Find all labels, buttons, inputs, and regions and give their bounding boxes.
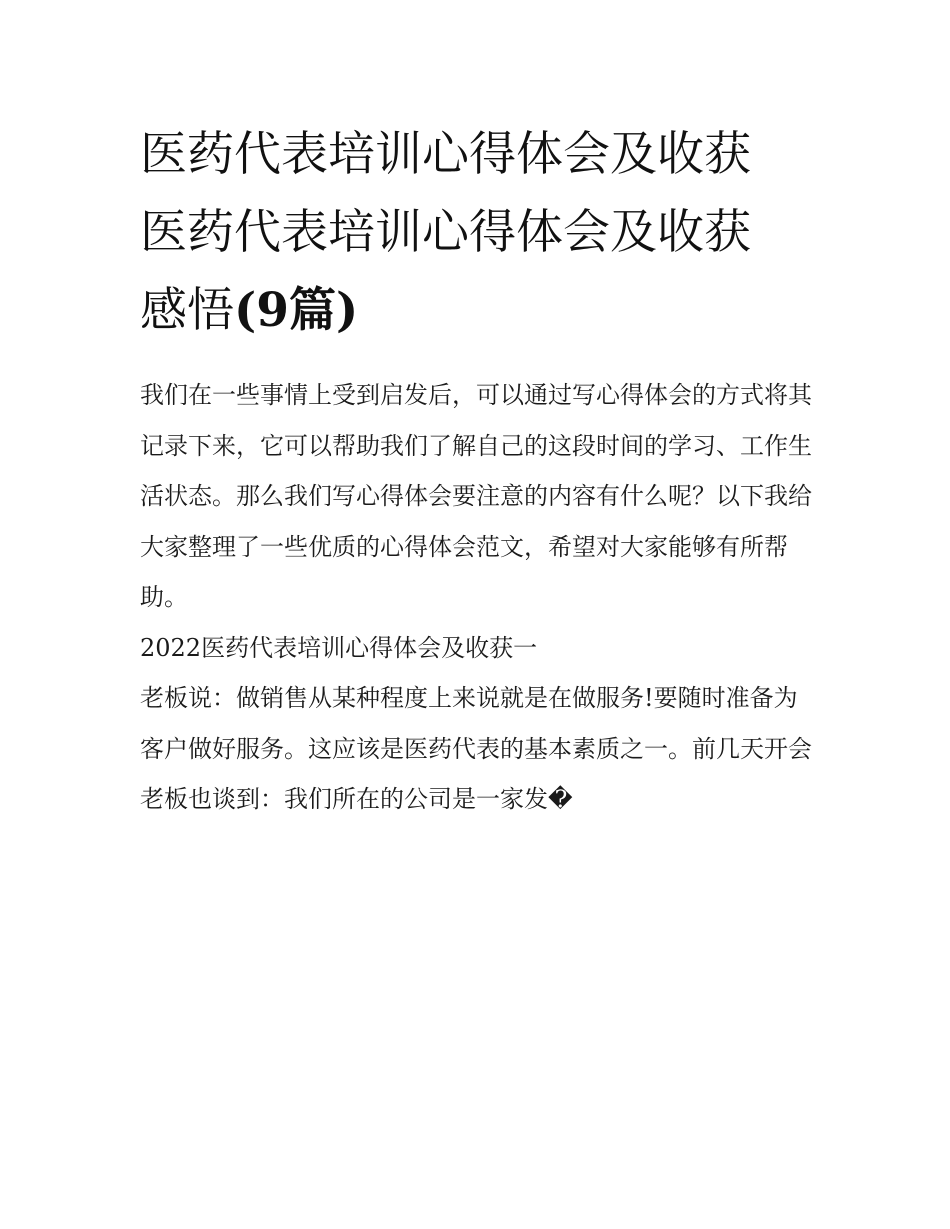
title-line-3-text: 感悟 [140,283,234,338]
title-article-count: (9篇) [234,283,359,338]
title-line-3 [140,272,820,350]
title-line-1: 医药代表培训心得体会及收获 [140,127,751,182]
document-content [140,116,820,825]
section-heading-1: 2022医药代表培训心得体会及收获一 [140,633,538,662]
title-line-2: 医药代表培训心得体会及收获 [140,205,751,260]
section-body-1: 老板说：做销售从某种程度上来说就是在做服务!要随时准备为客户做好服务。这应该是医药代表的基本素质之一。前几天开会老板也谈到：我们所在的公司是一家发� [140,684,812,813]
intro-paragraph: 我们在一些事情上受到启发后，可以通过写心得体会的方式将其记录下来，它可以帮助我们了解自己的这段时间的学习、工作生活状态。那么我们写心得体会要注意的内容有什么呢？以下我给大家整理了一些优质的心得体会范文，希望对大家能够有所帮助。 [140,381,812,611]
document-title [140,116,820,350]
